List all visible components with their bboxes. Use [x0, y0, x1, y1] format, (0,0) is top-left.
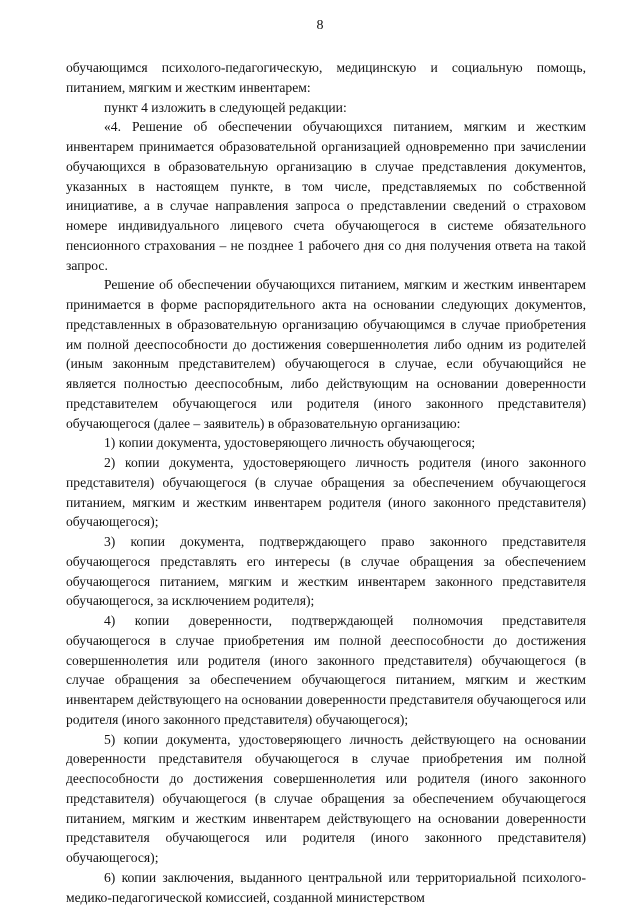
paragraph-decision-basis: Решение об обеспечении обучающихся питанием, мягким и жестким инвентарем принимается в форме распорядительного акта на основании следующих документов, представленных в образовательную организацию обучающимся в случае приобретения им полной дееспособности до достижения совершеннолетия либо одним из родителей (иным законным представителем) обучающегося в случае, если обучающийся не является полностью дееспособным, либо действующим на основании доверенности представителем обучающегося или родителя (иного законного представителя) обучающегося (далее – заявитель) в образовательную организацию:: [66, 277, 586, 431]
paragraph-continuation: обучающимся психолого-педагогическую, медицинскую и социальную помощь, питанием, мягким и жестким инвентарем:: [66, 60, 586, 95]
list-item-2: 2) копии документа, удостоверяющего личность родителя (иного законного представителя) обучающегося (в случае обращения за обеспечением обучающегося питанием, мягким и жестким инвентарем родителя (иного законного представителя) обучающегося);: [66, 455, 586, 530]
list-item-4: 4) копии доверенности, подтверждающей полномочия представителя обучающегося в случае приобретения им полной дееспособности до достижения совершеннолетия или родителя (иного законного представителя) обучающегося (в случае обращения за обеспечением обучающегося питанием, мягким и жестким инвентарем действующего на основании доверенности представителя обучающегося или родителя (иного законного представителя) обучающегося);: [66, 613, 586, 727]
list-item-6: 6) копии заключения, выданного центральной или территориальной психолого-медико-педагогической комиссией, созданной министерством: [66, 869, 586, 905]
list-item-3: 3) копии документа, подтверждающего право законного представителя обучающегося представлять его интересы (в случае обращения за обеспечением обучающегося питанием, мягким и жестким инвентарем законного представителя обучающегося, за исключением родителя);: [66, 534, 586, 609]
paragraph-clause-4: «4. Решение об обеспечении обучающихся питанием, мягким и жестким инвентарем принимается образовательной организацией одновременно при зачислении обучающихся в образовательную организацию в случае представления документов, указанных в настоящем пункте, в том числе, представляемых по собственной инициативе, а в случае направления запроса о представлении сведений о страховом номере индивидуального лицевого счета обучающегося в системе обязательного пенсионного страхования – не позднее 1 рабочего дня со дня получения ответа на такой запрос.: [66, 119, 586, 273]
list-item-1: 1) копии документа, удостоверяющего личность обучающегося;: [104, 435, 476, 451]
list-item-5: 5) копии документа, удостоверяющего личность действующего на основании доверенности представителя обучающегося в случае приобретения им полной дееспособности до достижения совершеннолетия или родителя (иного законного представителя) обучающегося (в случае обращения за обеспечением обучающегося питанием, мягким и жестким инвентарем действующего на основании доверенности представителя обучающегося или родителя (иного законного представителя) обучающегося);: [66, 731, 586, 865]
paragraph-amendment-instruction: пункт 4 изложить в следующей редакции:: [104, 99, 347, 115]
page-number: 8: [316, 18, 324, 33]
document-body: [66, 58, 586, 907]
